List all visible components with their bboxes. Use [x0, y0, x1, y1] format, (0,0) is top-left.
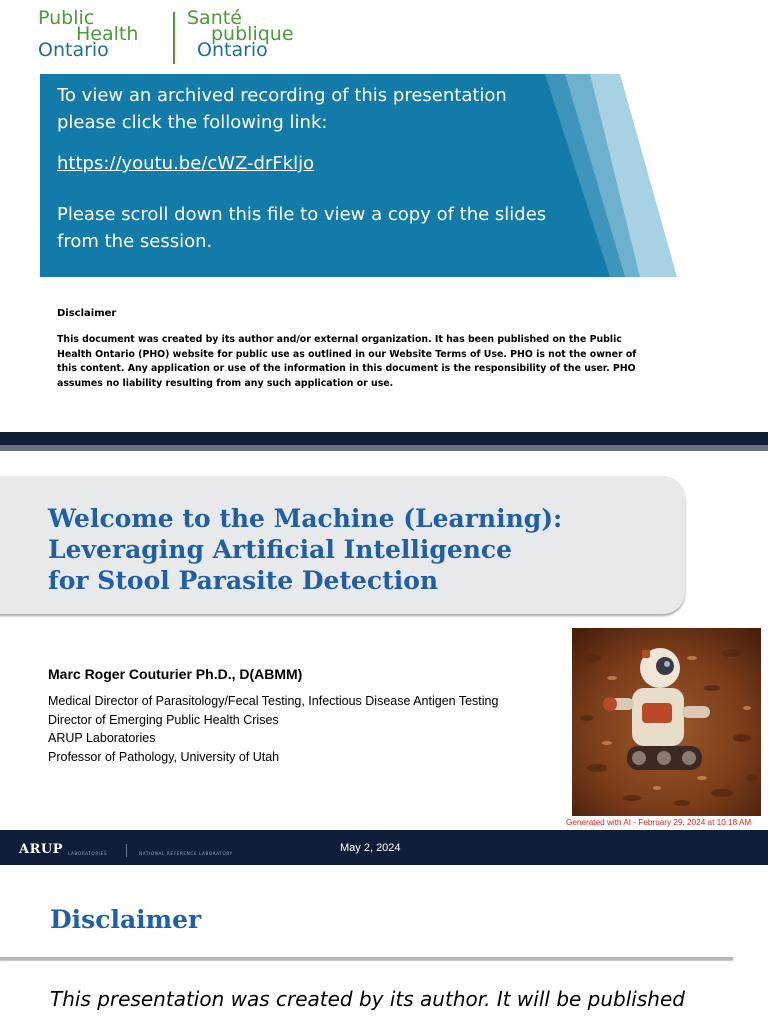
- disclaimer-text: This document was created by its author and/or external organization. It has been published on the Public Health Ontario (PHO) website for public use as outlined in our Website Terms of Use. PHO is not the owner of this content. Any application or use of the information in this document is the responsibility of the user. PHO assumes no liability resulting from any such application or use.: [57, 334, 637, 389]
- archive-banner: [40, 74, 677, 277]
- page-separator-shadow: [0, 445, 768, 451]
- logo-word: Ontario: [38, 39, 109, 61]
- logo-word: publique: [211, 23, 294, 45]
- footer-date: May 2, 2024: [340, 842, 401, 854]
- page-separator: [0, 432, 768, 445]
- pho-logo-english: [38, 7, 139, 61]
- title-line: Leveraging Artificial Intelligence: [48, 535, 513, 564]
- logo-word: Santé: [187, 7, 242, 29]
- ai-robot-image: [572, 628, 761, 816]
- disclaimer-slide-title: Disclaimer: [50, 905, 202, 934]
- presenter-roles: [48, 692, 498, 766]
- logo-word: Ontario: [197, 39, 268, 61]
- banner-intro: To view an archived recording of this presentation please click the following link:: [57, 85, 507, 133]
- footer-divider: [126, 844, 127, 857]
- role-line: Medical Director of Parasitology/Fecal Testing, Infectious Disease Antigen Testing: [48, 694, 499, 708]
- arup-logo: ARUP: [19, 842, 64, 857]
- disclaimer-slide-text: This presentation was created by its author. It will be published: [50, 987, 685, 1011]
- ai-image-caption: Generated with AI - February 29, 2024 at 10:18 AM: [566, 818, 752, 827]
- role-line: ARUP Laboratories: [48, 731, 156, 745]
- banner-text: [57, 82, 547, 255]
- banner-scroll-note: Please scroll down this file to view a copy of the slides from the session.: [57, 204, 547, 252]
- title-line: for Stool Parasite Detection: [48, 566, 439, 595]
- slide-title: [48, 503, 648, 596]
- title-underline: [0, 957, 733, 960]
- pho-logo-french: [187, 7, 294, 61]
- presenter-name: Marc Roger Couturier Ph.D., D(ABMM): [48, 666, 303, 682]
- robot-illustration: [572, 628, 761, 816]
- logo-word: Health: [76, 23, 139, 45]
- role-line: Director of Emerging Public Health Crises: [48, 712, 279, 727]
- footer-reference-text: NATIONAL REFERENCE LABORATORY: [139, 851, 233, 856]
- disclaimer-heading: Disclaimer: [57, 308, 117, 319]
- recording-link[interactable]: https://youtu.be/cWZ-drFkljo: [57, 153, 315, 174]
- logo-word: Public: [38, 7, 95, 29]
- title-line: Welcome to the Machine (Learning):: [48, 504, 563, 533]
- arup-logo-subtitle: LABORATORIES: [68, 851, 108, 856]
- logo-divider: [173, 12, 175, 64]
- role-line: Professor of Pathology, University of Utah: [48, 749, 280, 764]
